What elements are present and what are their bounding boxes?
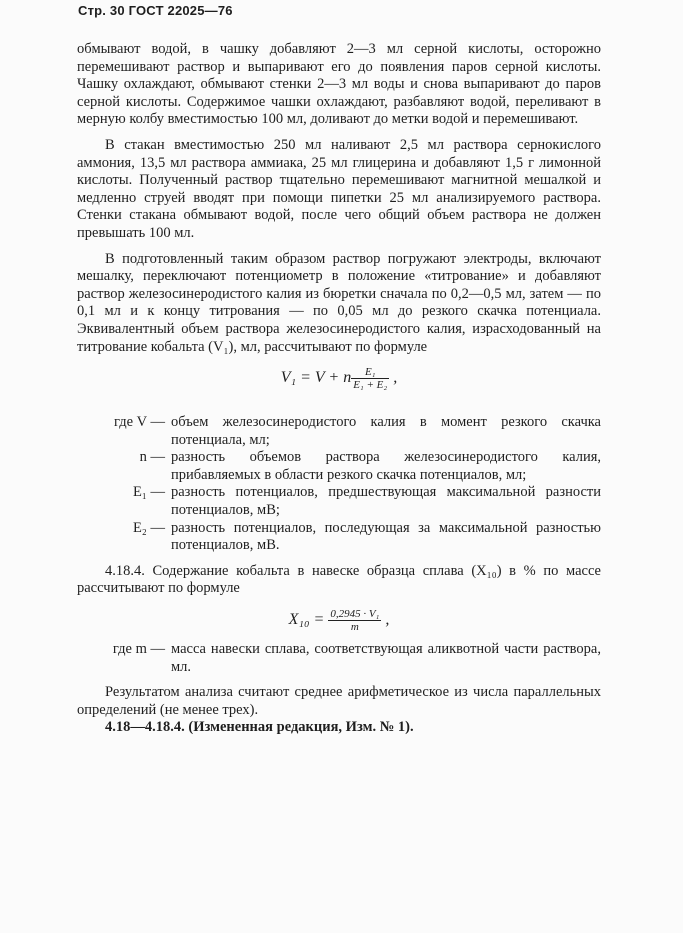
- formula-v1-numerator: E₁: [351, 366, 389, 379]
- definition-text: разность потенциалов, последующая за максимальной разностью потенциалов, мВ.: [171, 519, 601, 554]
- page-header: Стр. 30 ГОСТ 22025—76: [78, 3, 233, 18]
- formula-x10-lhs: X₁₀ =: [288, 611, 325, 629]
- definition-row: [77, 484, 601, 519]
- paragraph-1: обмывают водой, в чашку добавляют 2—3 мл серной кислоты, осторожно перемешивают раствор и выпаривают его до появления паров серной кислоты. Чашку охлаждают, обмывают стенки 2—3 мл воды и снова выпаривают до паров серной кислоты. Содержимое чашки охлаждают, разбавляют водой, переливают в мерную колбу вместимостью 100 мл, доливают до метки водой и перемешивают.: [77, 41, 601, 128]
- formula-v1-lhs: V₁ = V + n: [280, 369, 352, 387]
- definition-symbol: n —: [139, 449, 165, 466]
- formula-x10-denominator: m: [350, 621, 359, 634]
- formula-v1-tail: ,: [389, 369, 398, 387]
- definition-row: [77, 414, 601, 449]
- paragraph-2: В стакан вместимостью 250 мл наливают 2,5 мл раствора сернокислого аммония, 13,5 мл раствора аммиака, 25 мл глицерина и добавляют 1,5 г лимонной кислоты. Полученный раствор тщательно перемешивают магнитной мешалкой и медленно струей вводят при помощи пипетки 25 мл анализируемого раствора. Стенки стакана обмывают водой, после чего общий объем раствора не должен превышать 100 мл.: [77, 136, 601, 241]
- definitions-1: [77, 414, 601, 555]
- paragraph-3: В подготовленный таким образом раствор погружают электроды, включают мешалку, переключают потенциометр в положение «титрование» и добавляют раствор железосинеродистого калия из бюретки сначала по 0,2—0,5 мл, затем — по 0,1 мл и к концу титрования — по 0,05 мл до резкого скачка потенциала. Эквивалентный объем раствора железосинеродистого калия, израсходованный на титрование кобальта (V₁), мл, рассчитывают по формуле: [77, 250, 601, 355]
- definition-symbol: E₂ —: [132, 519, 165, 536]
- formula-v1: [77, 366, 601, 406]
- definition-text: масса навески сплава, соответствующая аликвотной части раствора, мл.: [171, 641, 601, 675]
- definition-text: разность потенциалов, предшествующая максимальной разности потенциалов, мВ;: [171, 484, 601, 519]
- formula-x10-fraction: [328, 608, 381, 633]
- definition-row: [77, 449, 601, 484]
- formula-x10: [77, 608, 601, 633]
- definition-symbol: E₁ —: [132, 484, 165, 501]
- paragraph-5: Результатом анализа считают среднее арифметическое из числа параллельных определений (не менее трех).: [77, 684, 601, 718]
- definition-symbol: где m —: [112, 641, 165, 658]
- paragraph-6-revision-note: 4.18—4.18.4. (Измененная редакция, Изм. № 1).: [105, 719, 414, 736]
- formula-x10-numerator: 0,2945 · V₁: [330, 608, 380, 621]
- definition-symbol: где V —: [114, 414, 165, 431]
- paragraph-4: 4.18.4. Содержание кобальта в навеске образца сплава (X₁₀) в % по массе рассчитывают по формуле: [77, 562, 601, 597]
- document-body: [77, 41, 601, 737]
- definition-row: [77, 520, 601, 555]
- definitions-2: [77, 641, 601, 676]
- formula-v1-fraction: [351, 366, 389, 391]
- definition-text: разность объемов раствора железосинеродистого калия, прибавляемых в области резкого скачка потенциалов, мл;: [171, 449, 601, 483]
- formula-x10-tail: ,: [381, 611, 390, 629]
- formula-v1-denominator: E₁ + E₂: [353, 379, 388, 392]
- definition-row: [77, 641, 601, 676]
- definition-text: объем железосинеродистого калия в момент резкого скачка потенциала, мл;: [171, 414, 601, 448]
